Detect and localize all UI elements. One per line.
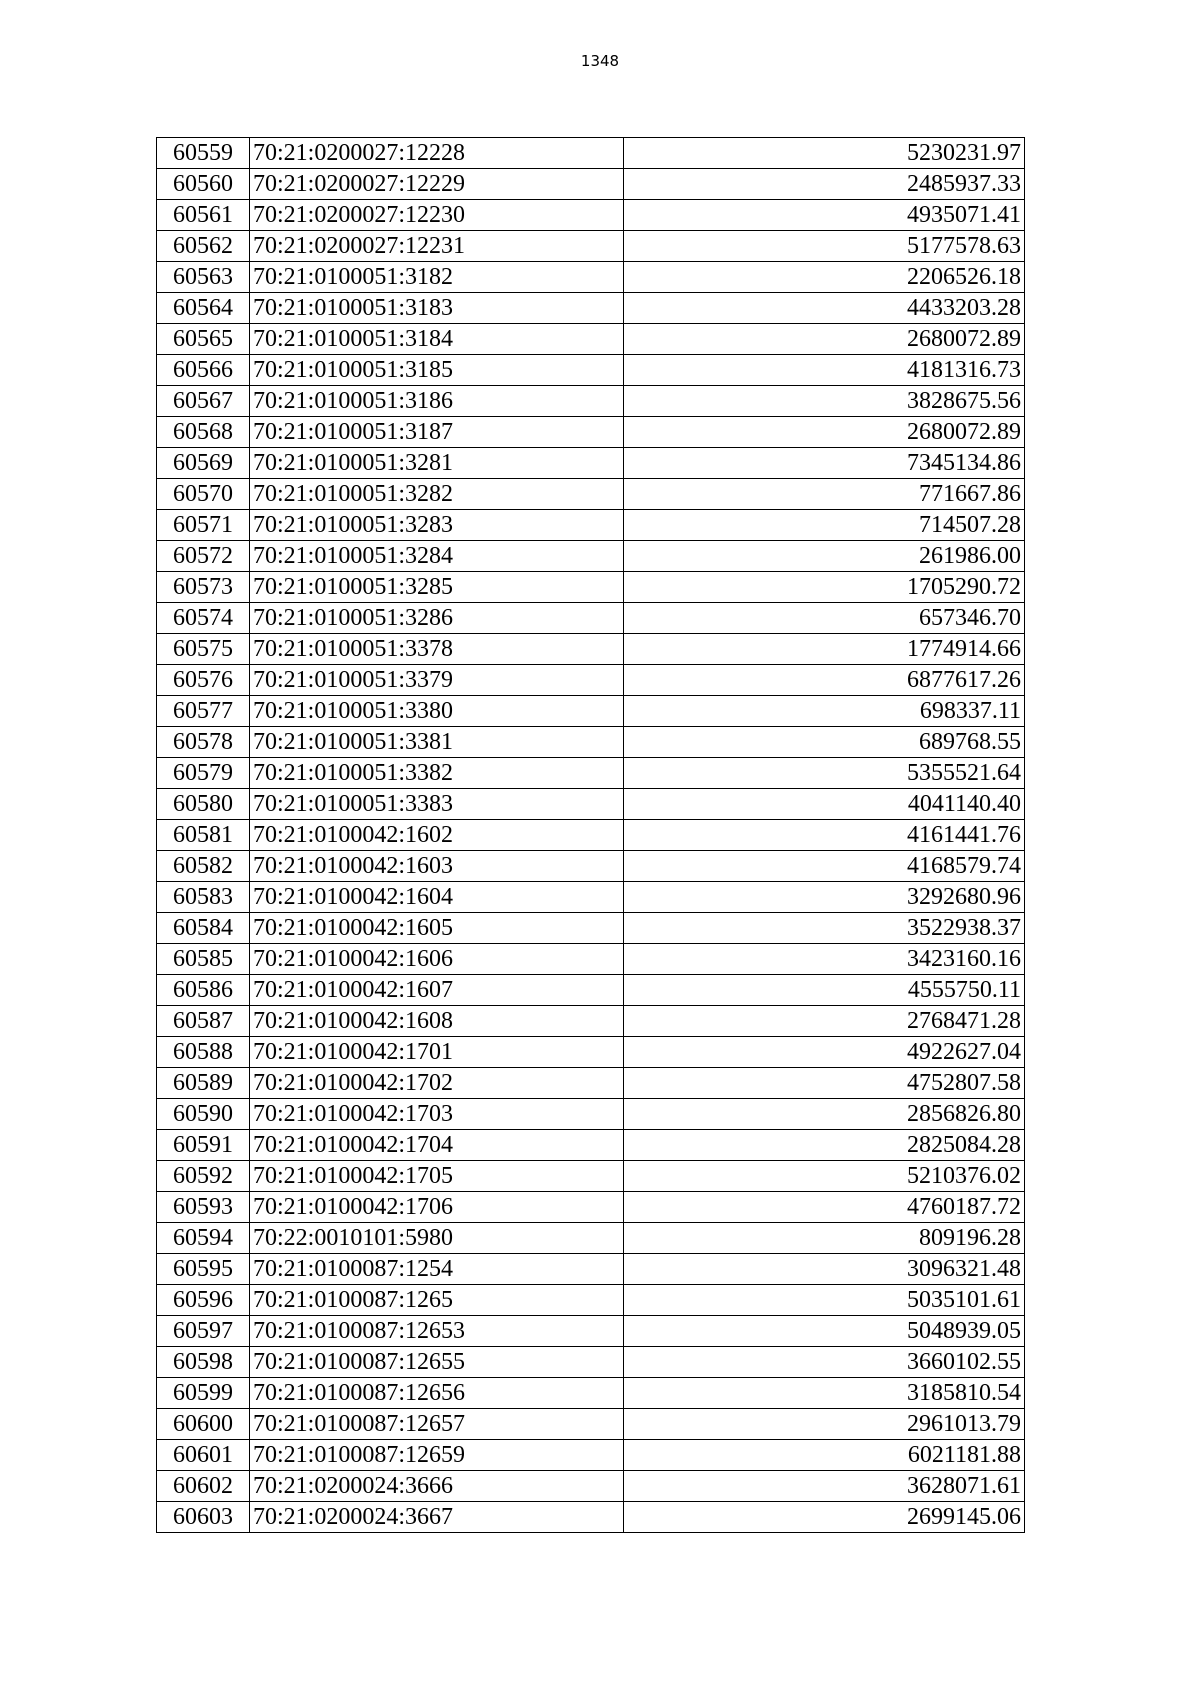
value-cell: 2699145.06: [624, 1502, 1025, 1533]
cadastral-number-cell: 70:21:0100051:3284: [250, 541, 624, 572]
row-number-cell: 60575: [157, 634, 250, 665]
cadastral-number-cell: 70:21:0100051:3187: [250, 417, 624, 448]
table-row: [157, 1192, 1025, 1223]
table-row: [157, 231, 1025, 262]
row-number-cell: 60581: [157, 820, 250, 851]
value-cell: 4433203.28: [624, 293, 1025, 324]
row-number-cell: 60589: [157, 1068, 250, 1099]
value-cell: 5177578.63: [624, 231, 1025, 262]
cadastral-number-cell: 70:21:0100051:3185: [250, 355, 624, 386]
row-number-cell: 60592: [157, 1161, 250, 1192]
value-cell: 3828675.56: [624, 386, 1025, 417]
row-number-cell: 60580: [157, 789, 250, 820]
value-cell: 3522938.37: [624, 913, 1025, 944]
table-row: [157, 913, 1025, 944]
value-cell: 7345134.86: [624, 448, 1025, 479]
row-number-cell: 60596: [157, 1285, 250, 1316]
row-number-cell: 60598: [157, 1347, 250, 1378]
cadastral-number-cell: 70:21:0100051:3283: [250, 510, 624, 541]
value-cell: 1774914.66: [624, 634, 1025, 665]
value-cell: 2206526.18: [624, 262, 1025, 293]
row-number-cell: 60566: [157, 355, 250, 386]
page-number: 1348: [580, 52, 620, 70]
cadastral-number-cell: 70:21:0100087:1265: [250, 1285, 624, 1316]
value-cell: 3185810.54: [624, 1378, 1025, 1409]
value-cell: 6021181.88: [624, 1440, 1025, 1471]
row-number-cell: 60594: [157, 1223, 250, 1254]
table-row: [157, 262, 1025, 293]
table-row: [157, 789, 1025, 820]
row-number-cell: 60586: [157, 975, 250, 1006]
row-number-cell: 60570: [157, 479, 250, 510]
cadastral-number-cell: 70:21:0100051:3379: [250, 665, 624, 696]
table-row: [157, 169, 1025, 200]
cadastral-number-cell: 70:21:0200027:12228: [250, 138, 624, 169]
value-cell: 4181316.73: [624, 355, 1025, 386]
value-cell: 2680072.89: [624, 417, 1025, 448]
cadastral-number-cell: 70:22:0010101:5980: [250, 1223, 624, 1254]
value-cell: 689768.55: [624, 727, 1025, 758]
cadastral-number-cell: 70:21:0100042:1703: [250, 1099, 624, 1130]
table-row: [157, 944, 1025, 975]
table-row: [157, 851, 1025, 882]
cadastral-number-cell: 70:21:0200027:12231: [250, 231, 624, 262]
row-number-cell: 60569: [157, 448, 250, 479]
table-row: [157, 572, 1025, 603]
cadastral-number-cell: 70:21:0100042:1704: [250, 1130, 624, 1161]
value-cell: 4752807.58: [624, 1068, 1025, 1099]
value-cell: 5210376.02: [624, 1161, 1025, 1192]
table-row: [157, 1099, 1025, 1130]
cadastral-number-cell: 70:21:0100087:12657: [250, 1409, 624, 1440]
value-cell: 3096321.48: [624, 1254, 1025, 1285]
cadastral-number-cell: 70:21:0100042:1608: [250, 1006, 624, 1037]
value-cell: 698337.11: [624, 696, 1025, 727]
value-cell: 809196.28: [624, 1223, 1025, 1254]
cadastral-number-cell: 70:21:0100042:1606: [250, 944, 624, 975]
cadastral-number-cell: 70:21:0200024:3667: [250, 1502, 624, 1533]
value-cell: 657346.70: [624, 603, 1025, 634]
table-row: [157, 1316, 1025, 1347]
row-number-cell: 60593: [157, 1192, 250, 1223]
table-row: [157, 1471, 1025, 1502]
value-cell: 5230231.97: [624, 138, 1025, 169]
cadastral-number-cell: 70:21:0100042:1605: [250, 913, 624, 944]
cadastral-number-cell: 70:21:0100051:3380: [250, 696, 624, 727]
cadastral-number-cell: 70:21:0100087:1254: [250, 1254, 624, 1285]
cadastral-number-cell: 70:21:0100042:1706: [250, 1192, 624, 1223]
value-cell: 714507.28: [624, 510, 1025, 541]
value-cell: 2680072.89: [624, 324, 1025, 355]
row-number-cell: 60579: [157, 758, 250, 789]
row-number-cell: 60576: [157, 665, 250, 696]
table-row: [157, 200, 1025, 231]
table-row: [157, 1037, 1025, 1068]
row-number-cell: 60577: [157, 696, 250, 727]
row-number-cell: 60587: [157, 1006, 250, 1037]
cadastral-number-cell: 70:21:0100051:3286: [250, 603, 624, 634]
cadastral-number-cell: 70:21:0100042:1705: [250, 1161, 624, 1192]
value-cell: 2856826.80: [624, 1099, 1025, 1130]
row-number-cell: 60572: [157, 541, 250, 572]
cadastral-number-cell: 70:21:0100051:3186: [250, 386, 624, 417]
table-row: [157, 1502, 1025, 1533]
value-cell: 261986.00: [624, 541, 1025, 572]
value-cell: 4922627.04: [624, 1037, 1025, 1068]
table-row: [157, 324, 1025, 355]
cadastral-number-cell: 70:21:0100051:3285: [250, 572, 624, 603]
cadastral-number-cell: 70:21:0100051:3382: [250, 758, 624, 789]
cadastral-number-cell: 70:21:0100042:1702: [250, 1068, 624, 1099]
cadastral-number-cell: 70:21:0100087:12659: [250, 1440, 624, 1471]
cadastral-number-cell: 70:21:0100042:1602: [250, 820, 624, 851]
row-number-cell: 60584: [157, 913, 250, 944]
value-cell: 771667.86: [624, 479, 1025, 510]
table-row: [157, 975, 1025, 1006]
row-number-cell: 60588: [157, 1037, 250, 1068]
cadastral-number-cell: 70:21:0100051:3381: [250, 727, 624, 758]
table-row: [157, 820, 1025, 851]
row-number-cell: 60585: [157, 944, 250, 975]
table-row: [157, 1285, 1025, 1316]
cadastral-number-cell: 70:21:0200027:12230: [250, 200, 624, 231]
cadastral-number-cell: 70:21:0100087:12655: [250, 1347, 624, 1378]
value-cell: 4161441.76: [624, 820, 1025, 851]
row-number-cell: 60597: [157, 1316, 250, 1347]
table-row: [157, 293, 1025, 324]
value-cell: 6877617.26: [624, 665, 1025, 696]
table-row: [157, 510, 1025, 541]
table-row: [157, 448, 1025, 479]
value-cell: 4935071.41: [624, 200, 1025, 231]
value-cell: 4760187.72: [624, 1192, 1025, 1223]
row-number-cell: 60600: [157, 1409, 250, 1440]
row-number-cell: 60564: [157, 293, 250, 324]
value-cell: 3292680.96: [624, 882, 1025, 913]
cadastral-number-cell: 70:21:0100051:3182: [250, 262, 624, 293]
row-number-cell: 60559: [157, 138, 250, 169]
row-number-cell: 60595: [157, 1254, 250, 1285]
cadastral-number-cell: 70:21:0100051:3378: [250, 634, 624, 665]
row-number-cell: 60590: [157, 1099, 250, 1130]
cadastral-number-cell: 70:21:0100051:3183: [250, 293, 624, 324]
cadastral-number-cell: 70:21:0100051:3383: [250, 789, 624, 820]
row-number-cell: 60565: [157, 324, 250, 355]
table-row: [157, 1378, 1025, 1409]
row-number-cell: 60573: [157, 572, 250, 603]
row-number-cell: 60591: [157, 1130, 250, 1161]
cadastral-number-cell: 70:21:0100051:3281: [250, 448, 624, 479]
cadastral-number-cell: 70:21:0100087:12656: [250, 1378, 624, 1409]
table-row: [157, 1161, 1025, 1192]
cadastral-number-cell: 70:21:0100042:1604: [250, 882, 624, 913]
value-cell: 4168579.74: [624, 851, 1025, 882]
table-row: [157, 634, 1025, 665]
table-row: [157, 1440, 1025, 1471]
row-number-cell: 60561: [157, 200, 250, 231]
table-row: [157, 138, 1025, 169]
table-body: [157, 138, 1025, 1533]
table-row: [157, 1409, 1025, 1440]
value-cell: 5048939.05: [624, 1316, 1025, 1347]
table-row: [157, 1347, 1025, 1378]
table-row: [157, 665, 1025, 696]
value-cell: 4555750.11: [624, 975, 1025, 1006]
row-number-cell: 60563: [157, 262, 250, 293]
value-cell: 2961013.79: [624, 1409, 1025, 1440]
table-row: [157, 1254, 1025, 1285]
value-cell: 5035101.61: [624, 1285, 1025, 1316]
table-row: [157, 479, 1025, 510]
table-row: [157, 1223, 1025, 1254]
value-cell: 2768471.28: [624, 1006, 1025, 1037]
row-number-cell: 60567: [157, 386, 250, 417]
row-number-cell: 60578: [157, 727, 250, 758]
value-cell: 2825084.28: [624, 1130, 1025, 1161]
cadastral-number-cell: 70:21:0100087:12653: [250, 1316, 624, 1347]
row-number-cell: 60574: [157, 603, 250, 634]
value-cell: 3423160.16: [624, 944, 1025, 975]
table-row: [157, 882, 1025, 913]
value-cell: 5355521.64: [624, 758, 1025, 789]
table-row: [157, 1130, 1025, 1161]
value-cell: 3660102.55: [624, 1347, 1025, 1378]
table-row: [157, 1068, 1025, 1099]
row-number-cell: 60599: [157, 1378, 250, 1409]
cadastral-number-cell: 70:21:0100042:1607: [250, 975, 624, 1006]
value-cell: 3628071.61: [624, 1471, 1025, 1502]
cadastral-value-table: [156, 137, 1025, 1533]
table-row: [157, 386, 1025, 417]
cadastral-number-cell: 70:21:0200024:3666: [250, 1471, 624, 1502]
table-row: [157, 696, 1025, 727]
cadastral-number-cell: 70:21:0100042:1701: [250, 1037, 624, 1068]
cadastral-number-cell: 70:21:0100042:1603: [250, 851, 624, 882]
row-number-cell: 60601: [157, 1440, 250, 1471]
cadastral-number-cell: 70:21:0100051:3184: [250, 324, 624, 355]
value-cell: 2485937.33: [624, 169, 1025, 200]
row-number-cell: 60603: [157, 1502, 250, 1533]
value-cell: 1705290.72: [624, 572, 1025, 603]
cadastral-number-cell: 70:21:0200027:12229: [250, 169, 624, 200]
table-row: [157, 417, 1025, 448]
row-number-cell: 60568: [157, 417, 250, 448]
row-number-cell: 60602: [157, 1471, 250, 1502]
row-number-cell: 60571: [157, 510, 250, 541]
table-row: [157, 727, 1025, 758]
row-number-cell: 60583: [157, 882, 250, 913]
table-row: [157, 1006, 1025, 1037]
row-number-cell: 60562: [157, 231, 250, 262]
row-number-cell: 60582: [157, 851, 250, 882]
table-row: [157, 541, 1025, 572]
table-row: [157, 603, 1025, 634]
table-row: [157, 758, 1025, 789]
cadastral-number-cell: 70:21:0100051:3282: [250, 479, 624, 510]
table-row: [157, 355, 1025, 386]
value-cell: 4041140.40: [624, 789, 1025, 820]
row-number-cell: 60560: [157, 169, 250, 200]
